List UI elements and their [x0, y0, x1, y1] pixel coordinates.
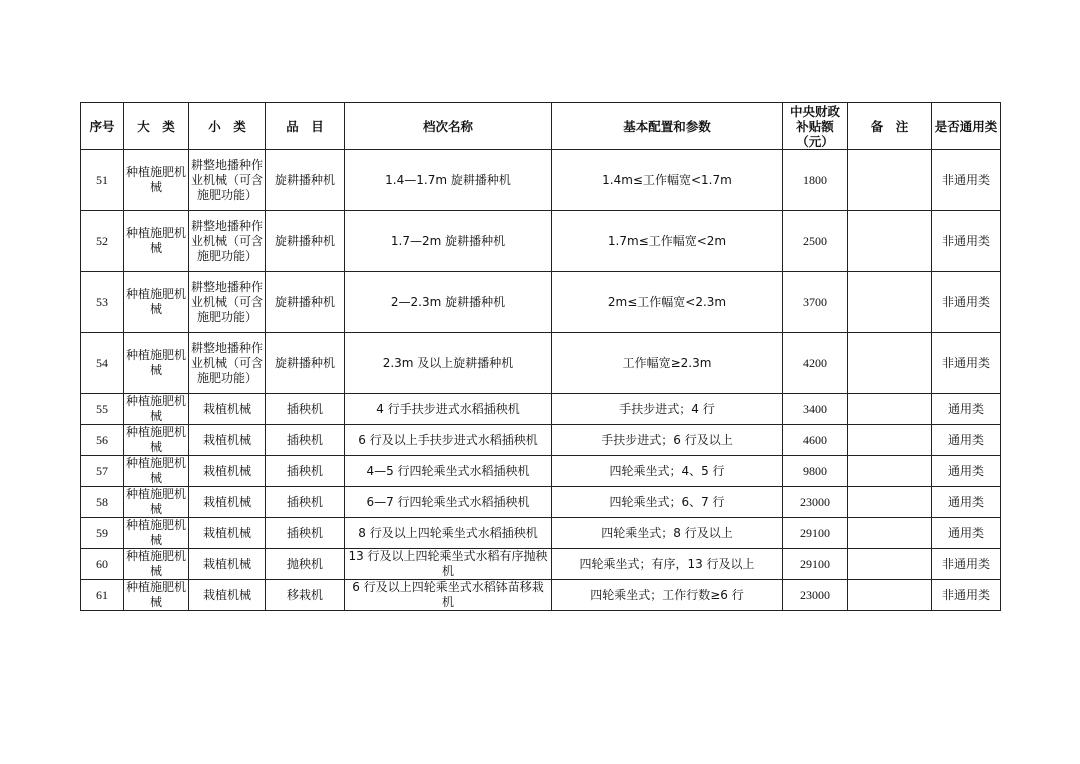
item-cell: 插秧机	[266, 456, 345, 487]
subsidy-cell: 29100	[783, 518, 848, 549]
item-cell: 旋耕播种机	[266, 272, 345, 333]
table-row	[81, 425, 1001, 456]
item-cell: 旋耕播种机	[266, 150, 345, 211]
header-spec: 基本配置和参数	[552, 103, 783, 150]
note-cell	[848, 150, 932, 211]
subsidy-cell: 3400	[783, 394, 848, 425]
subsidy-cell: 4200	[783, 333, 848, 394]
table-row	[81, 272, 1001, 333]
note-cell	[848, 272, 932, 333]
row-number: 51	[81, 150, 124, 211]
subcategory-cell: 栽植机械	[189, 580, 266, 611]
category-cell: 种植施肥机械	[124, 456, 189, 487]
category-cell: 种植施肥机械	[124, 333, 189, 394]
general-class-cell: 非通用类	[932, 272, 1001, 333]
note-cell	[848, 425, 932, 456]
spec-cell: 1.7m≤工作幅宽<2m	[552, 211, 783, 272]
subsidy-cell: 2500	[783, 211, 848, 272]
subcategory-cell: 栽植机械	[189, 456, 266, 487]
subsidy-cell: 4600	[783, 425, 848, 456]
item-cell: 插秧机	[266, 518, 345, 549]
spec-cell: 手扶步进式；4 行	[552, 394, 783, 425]
table-row	[81, 549, 1001, 580]
header-general: 是否通用类	[932, 103, 1001, 150]
table-row	[81, 518, 1001, 549]
subsidy-cell: 23000	[783, 580, 848, 611]
note-cell	[848, 211, 932, 272]
subcategory-cell: 耕整地播种作业机械（可含施肥功能）	[189, 150, 266, 211]
category-cell: 种植施肥机械	[124, 211, 189, 272]
item-cell: 插秧机	[266, 425, 345, 456]
header-note: 备 注	[848, 103, 932, 150]
grade-name-cell: 6 行及以上四轮乘坐式水稻钵苗移栽机	[345, 580, 552, 611]
subsidy-cell: 9800	[783, 456, 848, 487]
grade-name-cell: 2.3m 及以上旋耕播种机	[345, 333, 552, 394]
general-class-cell: 非通用类	[932, 580, 1001, 611]
header-grade-name: 档次名称	[345, 103, 552, 150]
grade-name-cell: 2—2.3m 旋耕播种机	[345, 272, 552, 333]
spec-cell: 四轮乘坐式；6、7 行	[552, 487, 783, 518]
row-number: 52	[81, 211, 124, 272]
category-cell: 种植施肥机械	[124, 425, 189, 456]
subsidy-cell: 29100	[783, 549, 848, 580]
row-number: 54	[81, 333, 124, 394]
spec-cell: 四轮乘坐式；8 行及以上	[552, 518, 783, 549]
header-no: 序号	[81, 103, 124, 150]
spec-cell: 2m≤工作幅宽<2.3m	[552, 272, 783, 333]
spec-cell: 四轮乘坐式；工作行数≥6 行	[552, 580, 783, 611]
general-class-cell: 通用类	[932, 487, 1001, 518]
general-class-cell: 通用类	[932, 425, 1001, 456]
general-class-cell: 通用类	[932, 518, 1001, 549]
note-cell	[848, 580, 932, 611]
grade-name-cell: 4—5 行四轮乘坐式水稻插秧机	[345, 456, 552, 487]
subcategory-cell: 栽植机械	[189, 425, 266, 456]
subcategory-cell: 耕整地播种作业机械（可含施肥功能）	[189, 211, 266, 272]
subsidy-table	[80, 102, 1001, 611]
table-row	[81, 456, 1001, 487]
general-class-cell: 通用类	[932, 394, 1001, 425]
item-cell: 旋耕播种机	[266, 211, 345, 272]
grade-name-cell: 4 行手扶步进式水稻插秧机	[345, 394, 552, 425]
item-cell: 抛秧机	[266, 549, 345, 580]
subsidy-cell: 23000	[783, 487, 848, 518]
subcategory-cell: 栽植机械	[189, 394, 266, 425]
item-cell: 插秧机	[266, 487, 345, 518]
grade-name-cell: 8 行及以上四轮乘坐式水稻插秧机	[345, 518, 552, 549]
subcategory-cell: 耕整地播种作业机械（可含施肥功能）	[189, 333, 266, 394]
note-cell	[848, 518, 932, 549]
row-number: 59	[81, 518, 124, 549]
row-number: 58	[81, 487, 124, 518]
subcategory-cell: 栽植机械	[189, 518, 266, 549]
grade-name-cell: 6 行及以上手扶步进式水稻插秧机	[345, 425, 552, 456]
category-cell: 种植施肥机械	[124, 518, 189, 549]
table-row	[81, 487, 1001, 518]
subcategory-cell: 栽植机械	[189, 487, 266, 518]
note-cell	[848, 549, 932, 580]
table-row	[81, 333, 1001, 394]
grade-name-cell: 6—7 行四轮乘坐式水稻插秧机	[345, 487, 552, 518]
row-number: 57	[81, 456, 124, 487]
spec-cell: 手扶步进式；6 行及以上	[552, 425, 783, 456]
subsidy-cell: 1800	[783, 150, 848, 211]
item-cell: 插秧机	[266, 394, 345, 425]
general-class-cell: 非通用类	[932, 211, 1001, 272]
grade-name-cell: 13 行及以上四轮乘坐式水稻有序抛秧机	[345, 549, 552, 580]
grade-name-cell: 1.7—2m 旋耕播种机	[345, 211, 552, 272]
table-row	[81, 580, 1001, 611]
row-number: 60	[81, 549, 124, 580]
row-number: 55	[81, 394, 124, 425]
category-cell: 种植施肥机械	[124, 394, 189, 425]
note-cell	[848, 333, 932, 394]
header-subcategory: 小 类	[189, 103, 266, 150]
header-category: 大 类	[124, 103, 189, 150]
general-class-cell: 非通用类	[932, 150, 1001, 211]
table-row	[81, 150, 1001, 211]
category-cell: 种植施肥机械	[124, 549, 189, 580]
table-row	[81, 211, 1001, 272]
row-number: 61	[81, 580, 124, 611]
table-row	[81, 394, 1001, 425]
spec-cell: 四轮乘坐式；有序，13 行及以上	[552, 549, 783, 580]
header-row	[81, 103, 1001, 150]
header-subsidy: 中央财政补贴额（元）	[783, 103, 848, 150]
spec-cell: 四轮乘坐式；4、5 行	[552, 456, 783, 487]
general-class-cell: 通用类	[932, 456, 1001, 487]
item-cell: 移栽机	[266, 580, 345, 611]
subcategory-cell: 耕整地播种作业机械（可含施肥功能）	[189, 272, 266, 333]
category-cell: 种植施肥机械	[124, 272, 189, 333]
category-cell: 种植施肥机械	[124, 150, 189, 211]
spec-cell: 工作幅宽≥2.3m	[552, 333, 783, 394]
subcategory-cell: 栽植机械	[189, 549, 266, 580]
row-number: 56	[81, 425, 124, 456]
note-cell	[848, 487, 932, 518]
category-cell: 种植施肥机械	[124, 580, 189, 611]
category-cell: 种植施肥机械	[124, 487, 189, 518]
header-item: 品 目	[266, 103, 345, 150]
note-cell	[848, 394, 932, 425]
spec-cell: 1.4m≤工作幅宽<1.7m	[552, 150, 783, 211]
row-number: 53	[81, 272, 124, 333]
note-cell	[848, 456, 932, 487]
general-class-cell: 非通用类	[932, 333, 1001, 394]
item-cell: 旋耕播种机	[266, 333, 345, 394]
grade-name-cell: 1.4—1.7m 旋耕播种机	[345, 150, 552, 211]
general-class-cell: 非通用类	[932, 549, 1001, 580]
subsidy-cell: 3700	[783, 272, 848, 333]
